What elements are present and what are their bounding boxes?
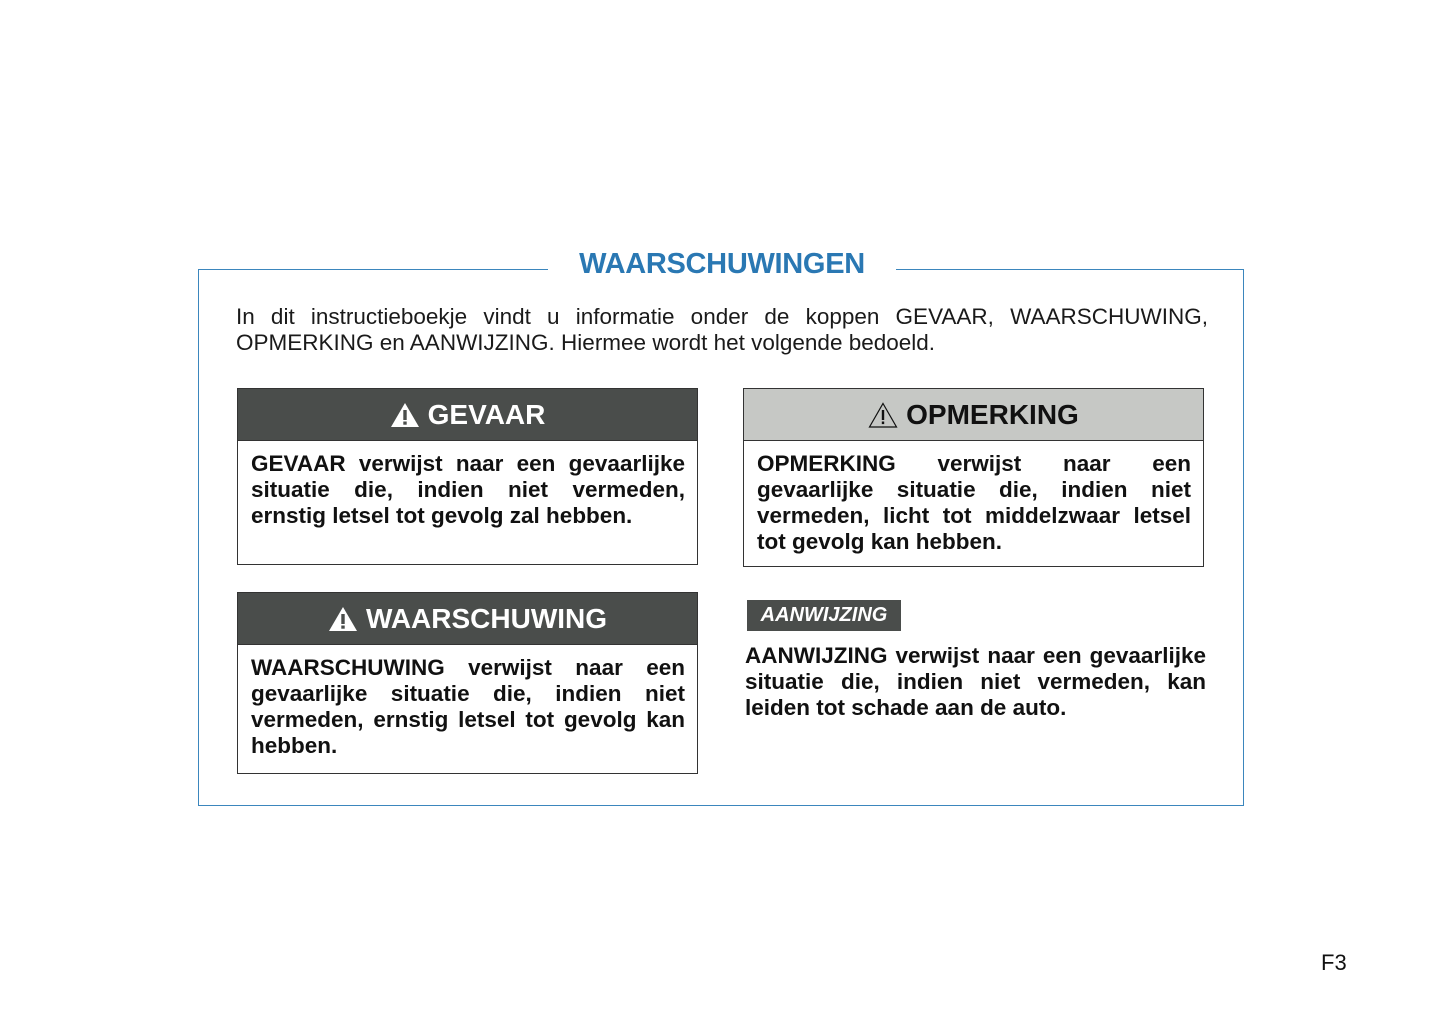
information-text: AANWIJZING verwijst naar een gevaarlijke situatie die, indien niet vermeden, kan leiden tot schade aan de auto. [745,643,1206,720]
page-number: F3 [1321,950,1347,975]
warning-text: WAARSCHUWING verwijst naar een gevaarlijke situatie die, indien niet vermeden, ernstig letsel tot gevolg kan hebben. [251,655,685,758]
danger-label: GEVAAR [427,398,546,430]
intro-paragraph: In dit instructieboekje vindt u informatie onder de koppen GEVAAR, WAARSCHUWING, OPMERKING en AANWIJZING. Hiermee wordt het volgende bedoeld. [236,304,1208,355]
warning-triangle-outline-icon [868,402,898,428]
notice-box [743,388,1204,567]
danger-header [238,389,697,441]
warning-box [237,592,698,774]
warning-header [238,593,697,645]
section-title: WAARSCHUWINGEN [548,248,896,281]
notice-text: OPMERKING verwijst naar een gevaarlijke situatie die, indien niet vermeden, licht tot middelzwaar letsel tot gevolg kan hebben. [757,451,1191,554]
warning-triangle-icon [328,606,358,632]
notice-header [744,389,1203,441]
danger-box [237,388,698,565]
notice-label: OPMERKING [906,398,1079,430]
warning-triangle-icon [390,402,420,428]
information-tag: AANWIJZING [747,600,901,631]
warning-label: WAARSCHUWING [365,602,608,634]
danger-text: GEVAAR verwijst naar een gevaarlijke situatie die, indien niet vermeden, ernstig letsel tot gevolg zal hebben. [251,451,685,528]
